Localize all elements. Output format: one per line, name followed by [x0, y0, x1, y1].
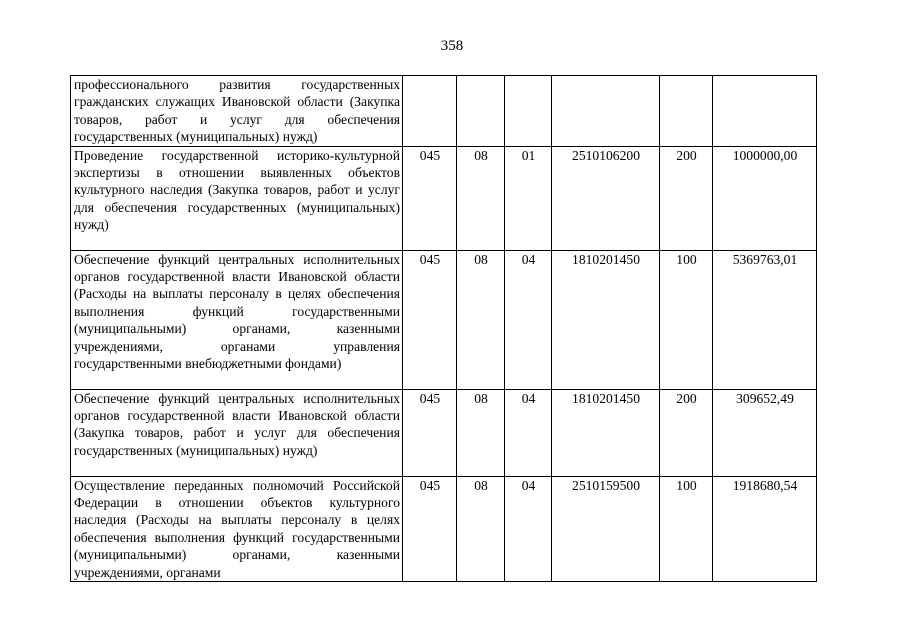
target-code: 2510159500 [552, 476, 660, 581]
subsection-code: 04 [505, 476, 552, 581]
table-row [71, 76, 817, 147]
section-code: 08 [457, 250, 505, 389]
table-row [71, 146, 817, 250]
target-code: 2510106200 [552, 146, 660, 250]
target-code: 1810201450 [552, 389, 660, 476]
row-name: Обеспечение функций центральных исполнительных органов государственной власти Ивановской области (Закупка товаров, работ и услуг для обеспечения государственных (муниципальных) нужд) [71, 389, 403, 476]
amount: 1000000,00 [713, 146, 817, 250]
expense-type-code [660, 76, 713, 147]
expense-type-code: 200 [660, 146, 713, 250]
table-row [71, 476, 817, 581]
subsection-code: 01 [505, 146, 552, 250]
expense-type-code: 100 [660, 476, 713, 581]
row-name: Обеспечение функций центральных исполнительных органов государственной власти Ивановской области (Расходы на выплаты персоналу в целях обеспечения выполнения функций государственными (муниципальными) органами, казенными учреждениями, органами управления государственными внебюджетными фондами) [71, 250, 403, 389]
expense-type-code: 200 [660, 389, 713, 476]
subsection-code [505, 76, 552, 147]
ministry-code: 045 [403, 476, 457, 581]
amount: 309652,49 [713, 389, 817, 476]
row-name: Осуществление переданных полномочий Российской Федерации в отношении объектов культурного наследия (Расходы на выплаты персоналу в целях обеспечения выполнения функций государственными (муниципальными) органами, казенными учреждениями, органами [71, 476, 403, 581]
subsection-code: 04 [505, 250, 552, 389]
section-code: 08 [457, 476, 505, 581]
row-name: профессионального развития государственных гражданских служащих Ивановской области (Закупка товаров, работ и услуг для обеспечения государственных (муниципальных) нужд) [71, 76, 403, 147]
ministry-code: 045 [403, 146, 457, 250]
amount: 1918680,54 [713, 476, 817, 581]
amount: 5369763,01 [713, 250, 817, 389]
target-code [552, 76, 660, 147]
ministry-code: 045 [403, 250, 457, 389]
table-row [71, 389, 817, 476]
section-code: 08 [457, 146, 505, 250]
subsection-code: 04 [505, 389, 552, 476]
budget-table [70, 75, 817, 582]
amount [713, 76, 817, 147]
expense-type-code: 100 [660, 250, 713, 389]
section-code [457, 76, 505, 147]
row-name: Проведение государственной историко-культурной экспертизы в отношении выявленных объектов культурного наследия (Закупка товаров, работ и услуг для обеспечения государственных (муниципальных) нужд) [71, 146, 403, 250]
page-number: 358 [440, 38, 464, 54]
target-code: 1810201450 [552, 250, 660, 389]
ministry-code: 045 [403, 389, 457, 476]
section-code: 08 [457, 389, 505, 476]
table-row [71, 250, 817, 389]
ministry-code [403, 76, 457, 147]
